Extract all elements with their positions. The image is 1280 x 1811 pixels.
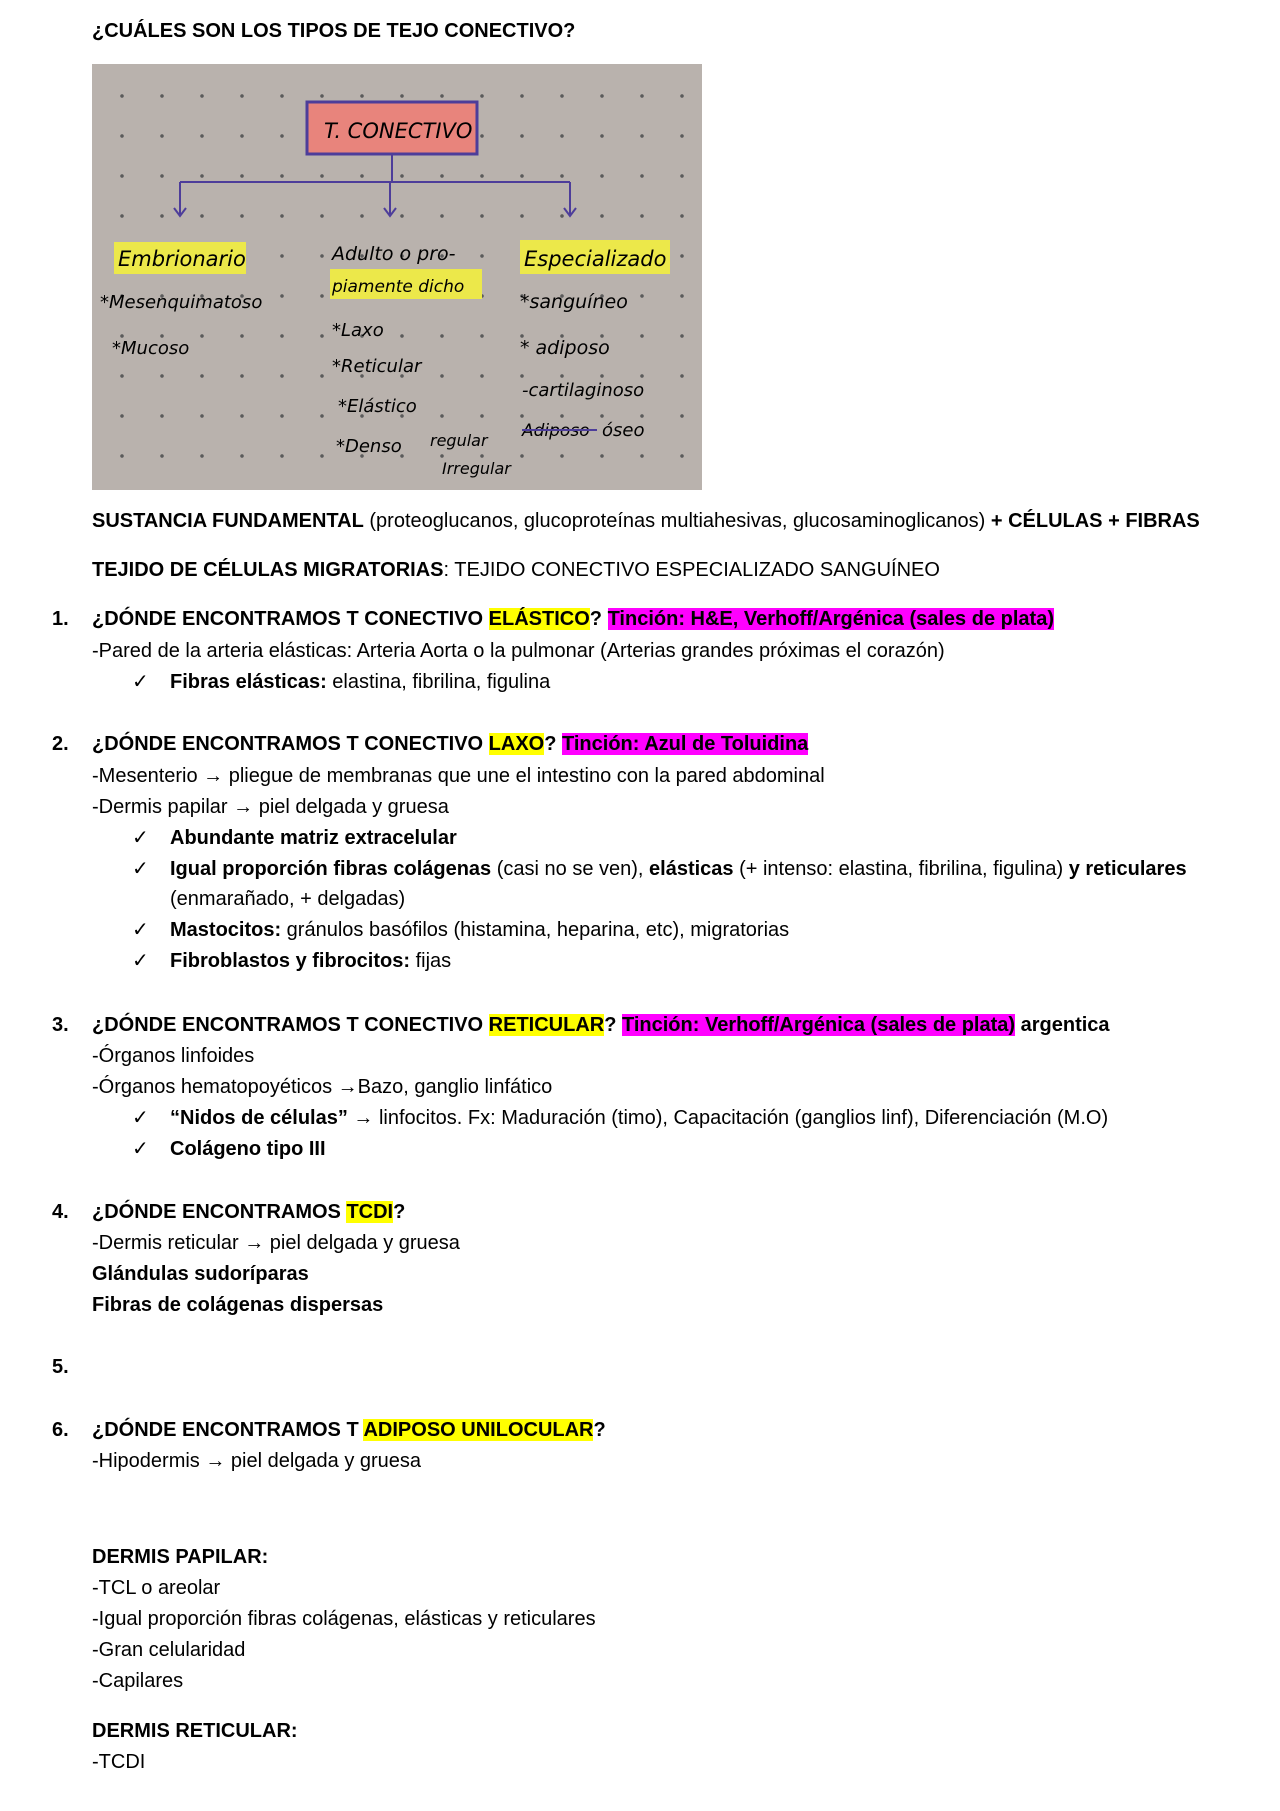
section-heading: DERMIS RETICULAR: bbox=[92, 1720, 298, 1742]
text-line: Glándulas sudoríparas bbox=[92, 1263, 309, 1285]
question-reticular: ¿DÓNDE ENCONTRAMOS T CONECTIVO RETICULAR? Tinción: Verhoff/Argénica (sales de plata) argentica bbox=[92, 1014, 1110, 1036]
col3-struck: Adiposo bbox=[522, 421, 590, 441]
root-label: T. CONECTIVO bbox=[324, 119, 473, 143]
col2-head: piamente dicho bbox=[332, 277, 465, 297]
page-title: ¿CUÁLES SON LOS TIPOS DE TEJO CONECTIVO? bbox=[92, 20, 576, 42]
question-tcdi: ¿DÓNDE ENCONTRAMOS TCDI? bbox=[92, 1201, 406, 1223]
check-icon: ✓ bbox=[132, 858, 149, 880]
list-number: 2. bbox=[52, 733, 69, 755]
bullet-item: Abundante matriz extracelular bbox=[170, 827, 457, 849]
col2-item: *Laxo bbox=[332, 320, 384, 341]
text-line: -Mesenterio → pliegue de membranas que une el intestino con la pared abdominal bbox=[92, 765, 825, 787]
bullet-item: Colágeno tipo III bbox=[170, 1138, 326, 1160]
col3-item: * adiposo bbox=[520, 337, 610, 359]
bullet-item: Igual proporción fibras colágenas (casi no se ven), elásticas (+ intenso: elastina, fibrilina, figulina) y reticulares bbox=[170, 858, 1187, 880]
text-line: -Pared de la arteria elásticas: Arteria Aorta o la pulmonar (Arterias grandes próximas el corazón) bbox=[92, 640, 945, 662]
col3-item: óseo bbox=[602, 420, 645, 441]
bullet-item-cont: (enmarañado, + delgadas) bbox=[170, 888, 406, 910]
check-icon: ✓ bbox=[132, 827, 149, 849]
question-laxo: ¿DÓNDE ENCONTRAMOS T CONECTIVO LAXO? Tinción: Azul de Toluidina bbox=[92, 733, 809, 755]
col1-head: Embrionario bbox=[118, 247, 246, 271]
col1-item: *Mesenquimatoso bbox=[100, 292, 263, 313]
list-number: 1. bbox=[52, 608, 69, 630]
list-item: -TCL o areolar bbox=[92, 1577, 221, 1599]
list-number: 5. bbox=[52, 1356, 69, 1378]
text-line: -Órganos linfoides bbox=[92, 1045, 255, 1067]
list-number: 3. bbox=[52, 1014, 69, 1036]
col2-subitem: Irregular bbox=[442, 459, 511, 478]
intro-line-1: SUSTANCIA FUNDAMENTAL (proteoglucanos, glucoproteínas multiahesivas, glucosaminoglicanos) + CÉLULAS + FIBRAS bbox=[92, 510, 1200, 532]
col2-head: Adulto o pro- bbox=[332, 243, 456, 265]
bullet-item: Fibras elásticas: elastina, fibrilina, figulina bbox=[170, 671, 551, 693]
col3-head: Especializado bbox=[524, 247, 667, 271]
text-line: Fibras de colágenas dispersas bbox=[92, 1294, 384, 1316]
bullet-item: “Nidos de células” → linfocitos. Fx: Maduración (timo), Capacitación (ganglios linf), Diferenciación (M.O) bbox=[170, 1107, 1109, 1129]
list-number: 6. bbox=[52, 1419, 69, 1441]
list-number: 4. bbox=[52, 1201, 69, 1223]
col3-item: *sanguíneo bbox=[520, 291, 628, 313]
bullet-item: Fibroblastos y fibrocitos: fijas bbox=[170, 950, 452, 972]
text-line: -Dermis papilar → piel delgada y gruesa bbox=[92, 796, 449, 818]
diagram-photo bbox=[92, 64, 702, 490]
col3-item: -cartilaginoso bbox=[522, 380, 645, 401]
list-item: -Capilares bbox=[92, 1670, 184, 1692]
check-icon: ✓ bbox=[132, 919, 149, 941]
text-line: -Dermis reticular → piel delgada y gruesa bbox=[92, 1232, 460, 1254]
col2-item: *Denso bbox=[336, 436, 402, 457]
section-heading: DERMIS PAPILAR: bbox=[92, 1546, 269, 1568]
check-icon: ✓ bbox=[132, 671, 149, 693]
check-icon: ✓ bbox=[132, 1107, 149, 1129]
diagram-drawing bbox=[92, 64, 702, 490]
list-item: -Igual proporción fibras colágenas, elásticas y reticulares bbox=[92, 1608, 596, 1630]
intro-line-2: TEJIDO DE CÉLULAS MIGRATORIAS: TEJIDO CONECTIVO ESPECIALIZADO SANGUÍNEO bbox=[92, 559, 940, 581]
list-item: -Gran celularidad bbox=[92, 1639, 246, 1661]
col2-item: *Elástico bbox=[338, 396, 417, 417]
bullet-item: Mastocitos: gránulos basófilos (histamina, heparina, etc), migratorias bbox=[170, 919, 790, 941]
question-elastico: ¿DÓNDE ENCONTRAMOS T CONECTIVO ELÁSTICO? Tinción: H&E, Verhoff/Argénica (sales de plata) bbox=[92, 608, 1054, 630]
list-item: -TCDI bbox=[92, 1751, 146, 1773]
col2-item: *Reticular bbox=[332, 356, 422, 377]
text-line: -Órganos hematopoyéticos →Bazo, ganglio linfático bbox=[92, 1076, 553, 1098]
question-adiposo: ¿DÓNDE ENCONTRAMOS T ADIPOSO UNILOCULAR? bbox=[92, 1419, 606, 1441]
col2-subitem: regular bbox=[430, 431, 488, 450]
text-line: -Hipodermis → piel delgada y gruesa bbox=[92, 1450, 422, 1472]
check-icon: ✓ bbox=[132, 950, 149, 972]
col1-item: *Mucoso bbox=[112, 338, 190, 359]
check-icon: ✓ bbox=[132, 1138, 149, 1160]
